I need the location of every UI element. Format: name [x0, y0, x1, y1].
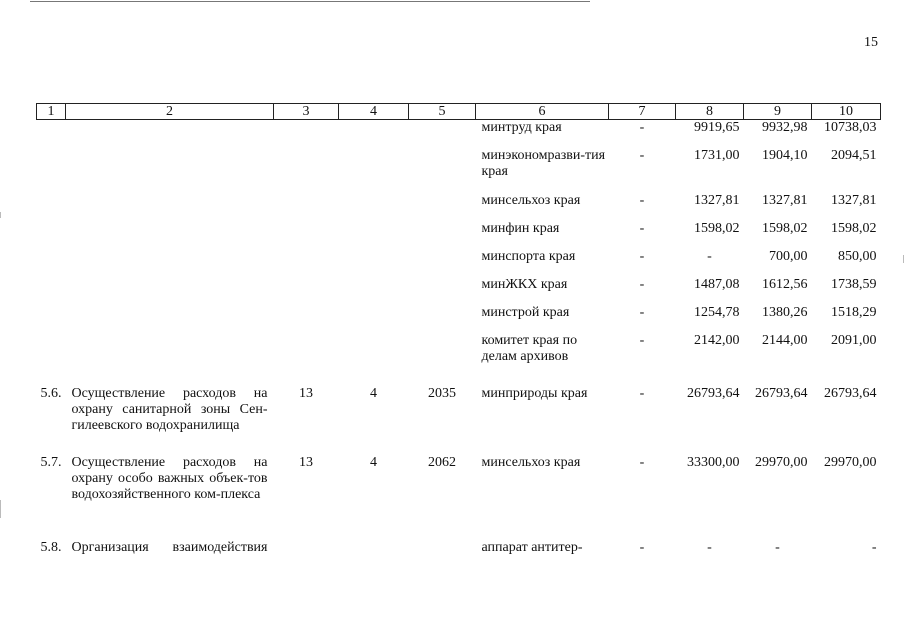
row-col-3 [274, 333, 339, 386]
header-col-6: 6 [476, 104, 609, 120]
row-value-10: 850,00 [838, 248, 877, 264]
row-value-9: 1598,02 [762, 220, 808, 236]
row-col-7: - [639, 220, 645, 236]
table-row [37, 455, 881, 540]
row-col-5 [409, 193, 476, 221]
row-description: Организация взаимодействия [71, 539, 268, 555]
row-col-7: - [639, 304, 645, 320]
header-col-8: 8 [676, 104, 744, 120]
table-row [37, 540, 881, 560]
row-value-8: 1254,78 [694, 304, 740, 320]
row-value-8: 26793,64 [687, 385, 740, 401]
row-col-7: - [639, 539, 645, 555]
row-col-4 [339, 120, 409, 148]
row-executor: минфин края [481, 220, 560, 236]
row-col-5 [409, 333, 476, 386]
row-value-10: 1598,02 [831, 220, 877, 236]
header-col-2: 2 [66, 104, 274, 120]
row-value-10: 29970,00 [824, 454, 877, 470]
row-value-9: 2144,00 [762, 332, 808, 348]
row-col-5 [409, 540, 476, 560]
row-value-10: 2091,00 [831, 332, 877, 348]
row-col-5 [409, 277, 476, 305]
row-col-4 [339, 540, 409, 560]
row-value-9: 700,00 [769, 248, 808, 264]
table-header-row [37, 104, 881, 120]
page-number: 15 [864, 35, 878, 50]
row-value-8: 1731,00 [694, 147, 740, 163]
row-col-3 [274, 249, 339, 277]
row-col-7: - [639, 276, 645, 292]
row-col-4 [339, 148, 409, 193]
row-value-10: 10738,03 [824, 120, 877, 135]
row-col-7: - [639, 120, 645, 135]
row-col-5 [409, 221, 476, 249]
table-row [37, 193, 881, 221]
row-description [66, 221, 274, 249]
row-value-8: 1598,02 [694, 220, 740, 236]
row-value-10: 1327,81 [831, 192, 877, 208]
table-row [37, 249, 881, 277]
row-executor: минприроды края [481, 385, 588, 401]
row-col-3 [274, 305, 339, 333]
row-executor: минЖКХ края [481, 276, 568, 292]
row-col-5 [409, 305, 476, 333]
row-number [37, 249, 66, 277]
row-col-4 [339, 193, 409, 221]
row-col-3 [274, 193, 339, 221]
row-value-8: 9919,65 [694, 120, 740, 135]
header-col-4: 4 [339, 104, 409, 120]
row-value-9: 29970,00 [755, 454, 808, 470]
row-col-4 [339, 249, 409, 277]
row-col-4: 4 [370, 454, 377, 470]
row-col-4 [339, 333, 409, 386]
row-description [66, 249, 274, 277]
row-number [37, 193, 66, 221]
row-col-7: - [639, 248, 645, 264]
row-executor: минспорта края [481, 248, 576, 264]
row-col-3 [274, 221, 339, 249]
row-executor: минэкономразви-тия края [481, 147, 606, 179]
row-col-4 [339, 305, 409, 333]
table-row [37, 120, 881, 148]
row-value-10: 2094,51 [831, 147, 877, 163]
row-description [66, 193, 274, 221]
row-col-4 [339, 221, 409, 249]
row-col-3: 13 [299, 385, 313, 401]
row-value-8: 1487,08 [694, 276, 740, 292]
row-description: Осуществление расходов на охрану санитарной зоны Сен-гилеевского водохранилища [71, 385, 268, 433]
row-value-9: 9932,98 [762, 120, 808, 135]
table-row [37, 221, 881, 249]
row-value-10: 1738,59 [831, 276, 877, 292]
header-col-10: 10 [812, 104, 881, 120]
row-value-9: - [775, 539, 780, 555]
row-col-5 [409, 148, 476, 193]
row-executor: комитет края по делам архивов [481, 332, 578, 364]
row-executor: аппарат антитер- [481, 539, 583, 555]
row-value-9: 1380,26 [762, 304, 808, 320]
row-number: 5.8. [40, 539, 62, 555]
row-description: Осуществление расходов на охрану особо важных объек-тов водохозяйственного ком-плекса [71, 454, 268, 502]
row-description [66, 277, 274, 305]
row-description [66, 333, 274, 386]
row-value-8: 33300,00 [687, 454, 740, 470]
row-number [37, 333, 66, 386]
row-col-5: 2035 [428, 385, 456, 401]
row-value-10: 1518,29 [831, 304, 877, 320]
table-row [37, 333, 881, 386]
row-number: 5.6. [40, 385, 62, 401]
table-row [37, 305, 881, 333]
row-value-8: 1327,81 [694, 192, 740, 208]
scan-mark [0, 212, 1, 218]
row-value-8: 2142,00 [694, 332, 740, 348]
row-value-10: 26793,64 [824, 385, 877, 401]
row-value-9: 1612,56 [762, 276, 808, 292]
row-value-9: 26793,64 [755, 385, 808, 401]
row-col-5 [409, 120, 476, 148]
header-col-3: 3 [274, 104, 339, 120]
top-scan-rule [30, 1, 590, 2]
row-executor: минстрой края [481, 304, 570, 320]
row-col-3: 13 [299, 454, 313, 470]
row-col-7: - [639, 192, 645, 208]
row-col-7: - [639, 454, 645, 470]
scan-mark [903, 255, 904, 263]
header-col-5: 5 [409, 104, 476, 120]
row-col-4: 4 [370, 385, 377, 401]
table-row [37, 148, 881, 193]
row-col-3 [274, 120, 339, 148]
row-col-4 [339, 277, 409, 305]
row-number [37, 148, 66, 193]
row-description [66, 120, 274, 148]
row-col-3 [274, 277, 339, 305]
scan-mark [0, 500, 1, 518]
row-number [37, 221, 66, 249]
table-row [37, 386, 881, 455]
row-col-5 [409, 249, 476, 277]
table-row [37, 277, 881, 305]
row-col-7: - [639, 385, 645, 401]
row-value-10: - [871, 539, 877, 555]
row-number [37, 305, 66, 333]
row-col-3 [274, 148, 339, 193]
header-col-7: 7 [609, 104, 676, 120]
row-value-9: 1904,10 [762, 147, 808, 163]
header-col-9: 9 [744, 104, 812, 120]
row-col-3 [274, 540, 339, 560]
row-value-8: - [707, 248, 712, 264]
row-executor: минсельхоз края [481, 192, 581, 208]
budget-table [36, 103, 881, 560]
row-col-7: - [639, 147, 645, 163]
row-number [37, 277, 66, 305]
row-value-9: 1327,81 [762, 192, 808, 208]
row-number [37, 120, 66, 148]
row-executor: минтруд края [481, 120, 562, 135]
row-col-5: 2062 [428, 454, 456, 470]
row-executor: минсельхоз края [481, 454, 581, 470]
row-value-8: - [707, 539, 712, 555]
row-number: 5.7. [40, 454, 62, 470]
row-description [66, 148, 274, 193]
row-col-7: - [639, 332, 645, 348]
row-description [66, 305, 274, 333]
header-col-1: 1 [37, 104, 66, 120]
